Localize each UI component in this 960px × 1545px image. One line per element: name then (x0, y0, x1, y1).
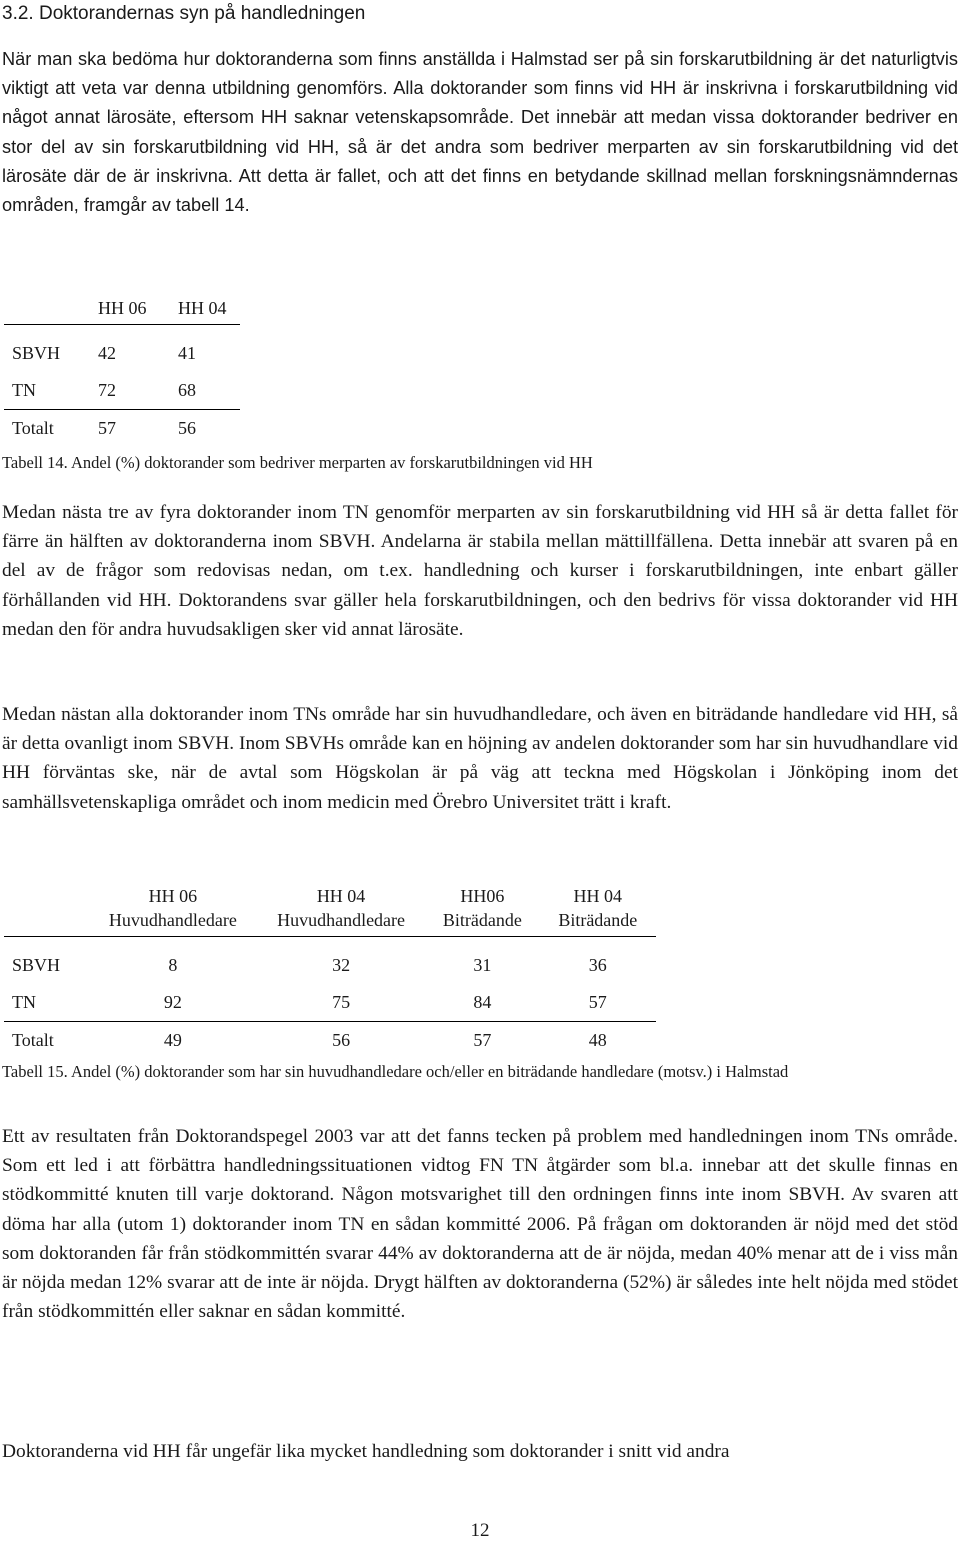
table-row (4, 1022, 656, 1060)
page-number: 12 (470, 1520, 490, 1541)
table-cell: 42 (98, 343, 116, 363)
table-cell: 92 (89, 984, 257, 1022)
section-heading: 3.2. Doktorandernas syn på handledningen (2, 3, 366, 24)
table-row (4, 937, 656, 985)
table-cell: 49 (163, 1030, 182, 1050)
table-header-cell: HH 04 (178, 298, 240, 325)
table-header-cell (4, 884, 89, 937)
table-header-cell (4, 298, 98, 325)
table-cell: 75 (257, 984, 425, 1022)
table-cell: 68 (178, 372, 240, 410)
table-cell: 57 (473, 1030, 492, 1050)
row-label: TN (4, 984, 89, 1022)
table-cell: 41 (178, 343, 196, 363)
table-cell: 8 (168, 955, 178, 975)
paragraph-2: Medan nästa tre av fyra doktorander inom TN genomför merparten av sin forskarutbildning vid HH så är detta fallet för färre än hälften av doktoranderna inom SBVH. Andelarna är stabila mellan mättillfällena. Detta innebär att svaren på en del av de frågor som redovisas nedan, om t.ex. handledning och kurser i forskarutbildningen, inte enbart gäller förhållanden vid HH. Doktorandens svar gäller hela forskarutbildningen, och den bedrivs för vissa doktorander vid HH medan den för andra huvudsakligen sker vid annat lärosäte. (2, 502, 958, 640)
table-row (4, 372, 240, 410)
header-line: HH 04 (573, 886, 623, 906)
header-line: HH06 (460, 886, 505, 906)
header-line: HH 04 (316, 886, 366, 906)
table-14 (4, 298, 240, 447)
table-15 (4, 884, 656, 1059)
header-line: Huvudhandledare (277, 910, 406, 930)
row-label: TN (4, 372, 98, 410)
row-label: Totalt (12, 1030, 54, 1050)
table-cell: 31 (473, 955, 492, 975)
table-header-cell (257, 884, 425, 937)
table-header-cell: HH 06 (98, 298, 178, 325)
table-cell: 56 (178, 418, 196, 438)
table-header-cell (89, 884, 257, 937)
table-header-cell (540, 884, 656, 937)
paragraph-4: Ett av resultaten från Doktorandspegel 2003 var att det fanns tecken på problem med handledningen inom TNs område. Som ett led i att förbättra handledningssituationen vidtog FN TN åtgärder som bl.a. innebar att det skulle finnas en stödkommitté knuten till varje doktorand. Någon motsvarighet till den ordningen finns inte inom SBVH. Av svaren att döma har alla (utom 1) doktorander inom TN en sådan kommitté 2006. På frågan om doktoranden är nöjd med det stöd som doktoranden får från stödkommittén svarar 44% av doktoranderna att de är nöjda, medan 40% menar att de i viss mån är nöjda medan 12% svarar att de inte är nöjda. Drygt hälften av doktoranderna (52%) är således inte helt nöjda med stödet från stödkommittén eller saknar en sådan kommitté. (2, 1126, 958, 1323)
paragraph-3: Medan nästan alla doktorander inom TNs område har sin huvudhandledare, och även en biträdande handledare vid HH, så är detta ovanligt inom SBVH. Inom SBVHs område kan en höjning av andelen doktorander som har sin huvudhandlare vid HH förväntas ske, när de avtal som Högskolan är på väg att teckna med Högskolan i Jönköping inom det samhällsvetenskapliga området och inom medicin med Örebro Universitet trätt i kraft. (2, 704, 958, 813)
table-header-row (4, 298, 240, 325)
row-label: SBVH (12, 343, 61, 363)
paragraph-5: Doktoranderna vid HH får ungefär lika mycket handledning som doktorander i snitt vid andra (2, 1441, 730, 1462)
table-row (4, 410, 240, 448)
table-15-caption: Tabell 15. Andel (%) doktorander som har sin huvudhandledare och/eller en biträdande handledare (motsv.) i Halmstad (2, 1062, 789, 1081)
table-cell: 48 (588, 1030, 607, 1050)
table-header-row (4, 884, 656, 937)
row-label: SBVH (12, 955, 61, 975)
table-cell: 56 (332, 1030, 351, 1050)
table-cell: 57 (540, 984, 656, 1022)
table-header-cell (425, 884, 539, 937)
header-line: Huvudhandledare (108, 910, 237, 930)
paragraph-1: När man ska bedöma hur doktoranderna som finns anställda i Halmstad ser på sin forskarutbildning är det naturligtvis viktigt att veta var denna utbildning genomförs. Alla doktorander som finns vid HH är inskrivna i forskarutbildning vid något annat lärosäte, eftersom HH saknar vetenskapsområde. Det innebär att medan vissa doktorander bedriver en stor del av sin forskarutbildning vid HH, så är det andra som bedriver merparten av sin forskarutbildning vid det lärosäte där de är inskrivna. Att detta är fallet, och att det finns en betydande skillnad mellan forskningsnämndernas områden, framgår av tabell 14. (2, 49, 958, 216)
table-cell: 36 (588, 955, 607, 975)
header-line: Biträdande (558, 910, 638, 930)
table-row (4, 984, 656, 1022)
table-14-caption: Tabell 14. Andel (%) doktorander som bedriver merparten av forskarutbildningen vid HH (2, 453, 593, 472)
table-row (4, 325, 240, 373)
header-line: HH 06 (148, 886, 198, 906)
table-cell: 32 (332, 955, 351, 975)
table-cell: 84 (425, 984, 539, 1022)
table-cell: 57 (98, 418, 116, 438)
row-label: Totalt (12, 418, 54, 438)
table-cell: 72 (98, 372, 178, 410)
header-line: Biträdande (442, 910, 522, 930)
